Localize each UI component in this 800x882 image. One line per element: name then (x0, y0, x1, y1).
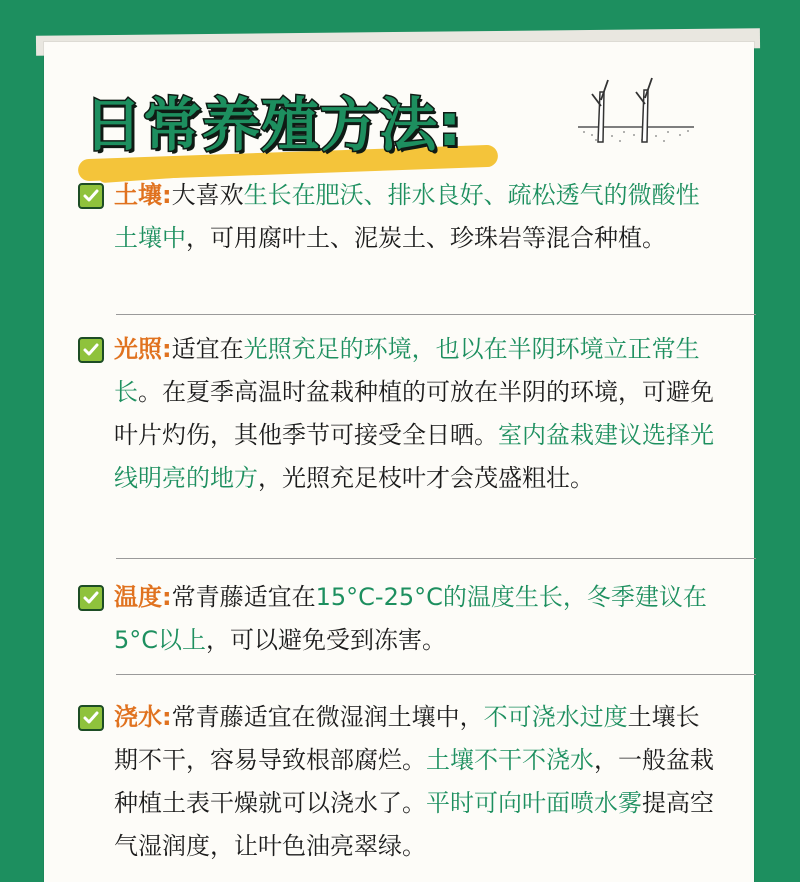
section-text (78, 328, 718, 500)
divider (116, 314, 756, 315)
section-heading: 光照: (114, 335, 172, 363)
check-icon (78, 183, 104, 209)
text-segment: 适宜在 (171, 335, 244, 363)
highlight-segment: 光照充足的环境，也以在半阴环境立正常生长 (114, 335, 700, 406)
text-segment: 常青藤适宜在微湿润土壤中， (171, 703, 484, 731)
section-watering (78, 696, 718, 868)
check-icon (78, 705, 104, 731)
care-card (44, 42, 754, 882)
section-soil (78, 174, 718, 260)
section-light (78, 328, 718, 500)
text-segment: ，可以避免受到冻害。 (206, 626, 447, 654)
text-segment: ，一般盆栽种植土表干燥就可以浇水了。 (114, 746, 714, 817)
section-heading: 土壤: (114, 181, 172, 209)
section-heading: 温度: (114, 583, 172, 611)
highlight-segment: 室内盆栽建议选择光线明亮的地方 (114, 421, 714, 492)
text-segment: 提高空气湿润度，让叶色油亮翠绿。 (114, 789, 714, 860)
section-temperature (78, 576, 718, 662)
divider (116, 558, 756, 559)
text-segment: 常青藤适宜在 (171, 583, 316, 611)
highlight-segment: 15°C-25°C的温度生长，冬季建议在5°C以上 (114, 583, 707, 654)
page-title: 日常养殖方法: (84, 91, 463, 159)
plant-cutting-illustration (576, 72, 696, 152)
text-segment: 土壤长期不干，容易导致根部腐烂。 (114, 703, 700, 774)
check-icon (78, 337, 104, 363)
check-icon (78, 585, 104, 611)
section-heading: 浇水: (114, 703, 172, 731)
text-segment: 。在夏季高温时盆栽种植的可放在半阴的环境，可避免叶片灼伤，其他季节可接受全日晒。 (114, 378, 714, 449)
highlight-segment: 平时可向叶面喷水雾 (426, 789, 642, 817)
text-segment: ，可用腐叶土、泥炭土、珍珠岩等混合种植。 (186, 224, 666, 252)
text-segment: ，光照充足枝叶才会茂盛粗壮。 (258, 464, 594, 492)
highlight-segment: 不可浇水过度 (483, 703, 628, 731)
text-segment: 大喜欢 (171, 181, 244, 209)
highlight-segment: 土壤不干不浇水 (426, 746, 594, 774)
section-text (78, 174, 718, 260)
section-text (78, 576, 718, 662)
highlight-segment: 生长在肥沃、排水良好、疏松透气的微酸性土壤中 (114, 181, 700, 252)
section-text (78, 696, 718, 868)
divider (116, 674, 756, 675)
